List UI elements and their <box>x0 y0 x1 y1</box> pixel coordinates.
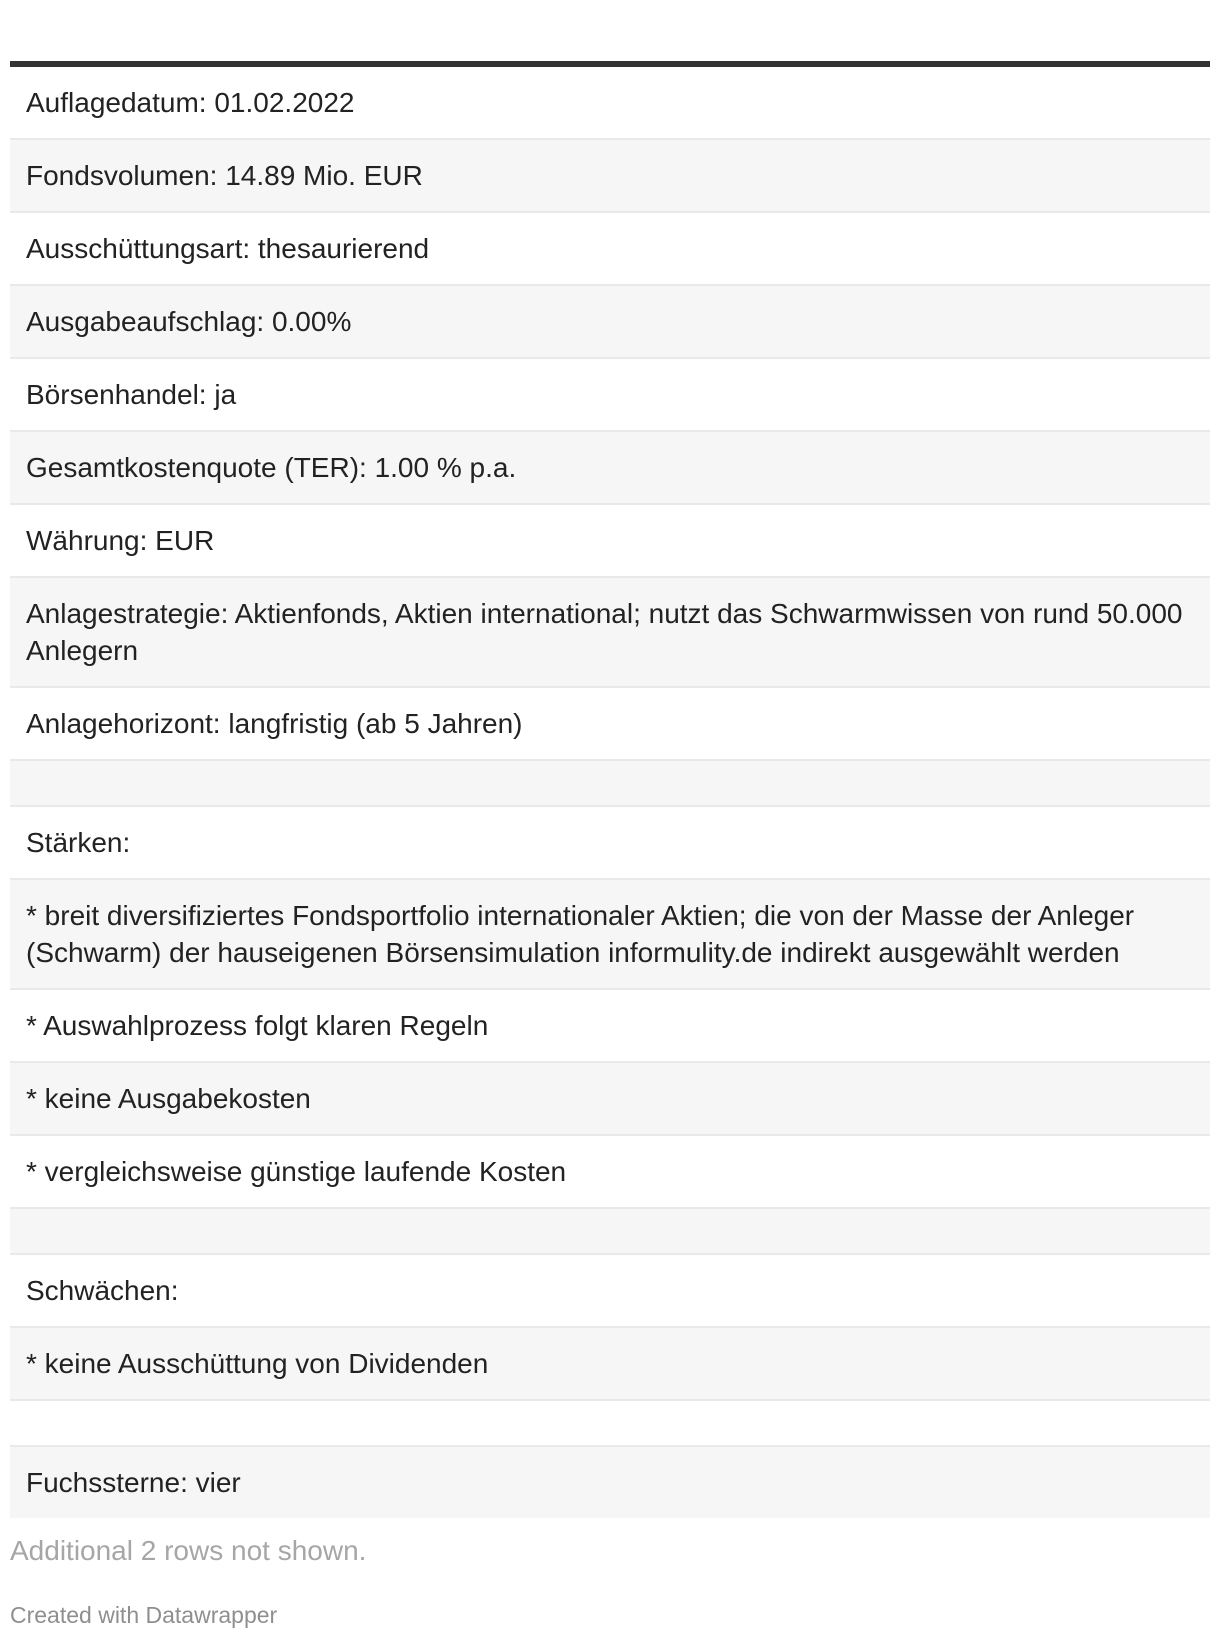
table-row <box>10 284 1210 357</box>
row-text: * Auswahlprozess folgt klaren Regeln <box>26 1010 489 1041</box>
row-text: Ausgabeaufschlag: 0.00% <box>26 306 352 337</box>
row-text: Schwächen: <box>26 1275 179 1306</box>
table-row <box>10 988 1210 1061</box>
table-row <box>10 357 1210 430</box>
hidden-rows-note: Additional 2 rows not shown. <box>10 1535 367 1566</box>
table-row <box>10 1061 1210 1134</box>
row-text: * keine Ausgabekosten <box>26 1083 311 1114</box>
table-row <box>10 430 1210 503</box>
row-text: Fuchssterne: vier <box>26 1467 241 1498</box>
table-row <box>10 211 1210 284</box>
row-text: Auflagedatum: 01.02.2022 <box>26 87 355 118</box>
table-row <box>10 1253 1210 1326</box>
row-text: * vergleichsweise günstige laufende Kosten <box>26 1156 567 1187</box>
table-body <box>10 67 1210 1518</box>
row-text: Stärken: <box>26 827 131 858</box>
row-text <box>26 1418 1194 1428</box>
fund-info-table <box>10 61 1210 1518</box>
table-row <box>10 138 1210 211</box>
row-text: Anlagestrategie: Aktienfonds, Aktien international; nutzt das Schwarmwissen von rund 50.000 Anlegern <box>26 598 1183 666</box>
row-text: Ausschüttungsart: thesaurierend <box>26 233 430 264</box>
table-row <box>10 805 1210 878</box>
row-text: Fondsvolumen: 14.89 Mio. EUR <box>26 160 423 191</box>
table-row <box>10 503 1210 576</box>
row-text: Börsenhandel: ja <box>26 379 237 410</box>
table-row <box>10 1326 1210 1399</box>
table-row <box>10 1445 1210 1518</box>
datawrapper-attribution-link[interactable]: Created with Datawrapper <box>10 1602 278 1628</box>
row-text: Anlagehorizont: langfristig (ab 5 Jahren) <box>26 708 523 739</box>
table-row <box>10 1207 1210 1253</box>
table-row <box>10 1134 1210 1207</box>
table-row <box>10 576 1210 686</box>
table-row <box>10 759 1210 805</box>
row-text <box>26 1226 1194 1236</box>
table-row <box>10 67 1210 138</box>
table-row <box>10 686 1210 759</box>
row-text: * keine Ausschüttung von Dividenden <box>26 1348 489 1379</box>
row-text: * breit diversifiziertes Fondsportfolio internationaler Aktien; die von der Masse der Anleger (Schwarm) der hauseigenen Börsensimulation informulity.de indirekt ausgewählt werden <box>26 900 1135 968</box>
row-text: Gesamtkostenquote (TER): 1.00 % p.a. <box>26 452 517 483</box>
row-text <box>26 778 1194 788</box>
row-text: Währung: EUR <box>26 525 215 556</box>
table-row <box>10 1399 1210 1445</box>
table-row <box>10 878 1210 988</box>
